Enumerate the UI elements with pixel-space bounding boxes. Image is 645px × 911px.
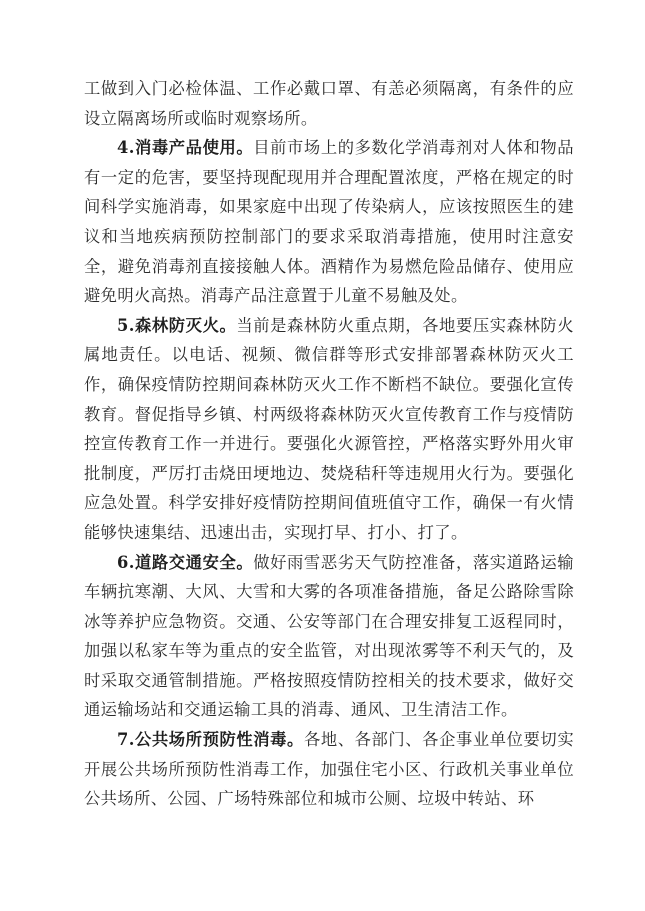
paragraph-text: 目前市场上的多数化学消毒剂对人体和物品有一定的危害，要坚持现配现用并合理配置浓度，严格在规定的时间科学实施消毒，如果家庭中出现了传染病人，应该按照医生的建议和当地疾病预防控制部门的要求采取消毒措施，使用时注意安全，避免消毒剂直接接触人体。酒精作为易燃危险品储存、使用应避免明火高热。消毒产品注意置于儿童不易触及处。: [84, 138, 574, 306]
paragraph-heading: 5.森林防灭火。: [117, 315, 237, 335]
paragraph-disinfectant-use: [84, 133, 574, 311]
document-body: [84, 74, 574, 814]
paragraph-text: 做好雨雪恶劣天气防控准备，落实道路运输车辆抗寒潮、大风、大雪和大雾的各项准备措施，备足公路除雪除冰等养护应急物资。交通、公安等部门在合理安排复工返程同时，加强以私家车等为重点的安全监管，对出现浓雾等不利天气的，及时采取交通管制措施。严格按照疫情防控相关的技术要求，做好交通运输场站和交通运输工具的消毒、通风、卫生清洁工作。: [84, 552, 574, 720]
paragraph-heading: 4.消毒产品使用。: [117, 138, 254, 158]
paragraph-public-place-disinfection: [84, 725, 574, 814]
paragraph-heading: 6.道路交通安全。: [117, 552, 254, 572]
paragraph-forest-fire-prevention: [84, 311, 574, 548]
paragraph-text: 工做到入门必检体温、工作必戴口罩、有恙必须隔离，有条件的应设立隔离场所或临时观察场所。: [84, 79, 574, 128]
paragraph-road-traffic-safety: [84, 548, 574, 726]
paragraph-text: 当前是森林防火重点期，各地要压实森林防火属地责任。以电话、视频、微信群等形式安排部署森林防灭火工作，确保疫情防控期间森林防灭火工作不断档不缺位。要强化宣传教育。督促指导乡镇、村两级将森林防灭火宣传教育工作与疫情防控宣传教育工作一并进行。要强化火源管控，严格落实野外用火审批制度，严厉打击烧田埂地边、焚烧秸秆等违规用火行为。要强化应急处置。科学安排好疫情防控期间值班值守工作，确保一有火情能够快速集结、迅速出击，实现打早、打小、打了。: [84, 315, 574, 542]
paragraph-heading: 7.公共场所预防性消毒。: [117, 730, 304, 750]
paragraph-text: 各地、各部门、各企事业单位要切实开展公共场所预防性消毒工作，加强住宅小区、行政机关事业单位公共场所、公园、广场特殊部位和城市公厕、垃圾中转站、环: [84, 730, 574, 809]
paragraph-continuation: [84, 74, 574, 133]
